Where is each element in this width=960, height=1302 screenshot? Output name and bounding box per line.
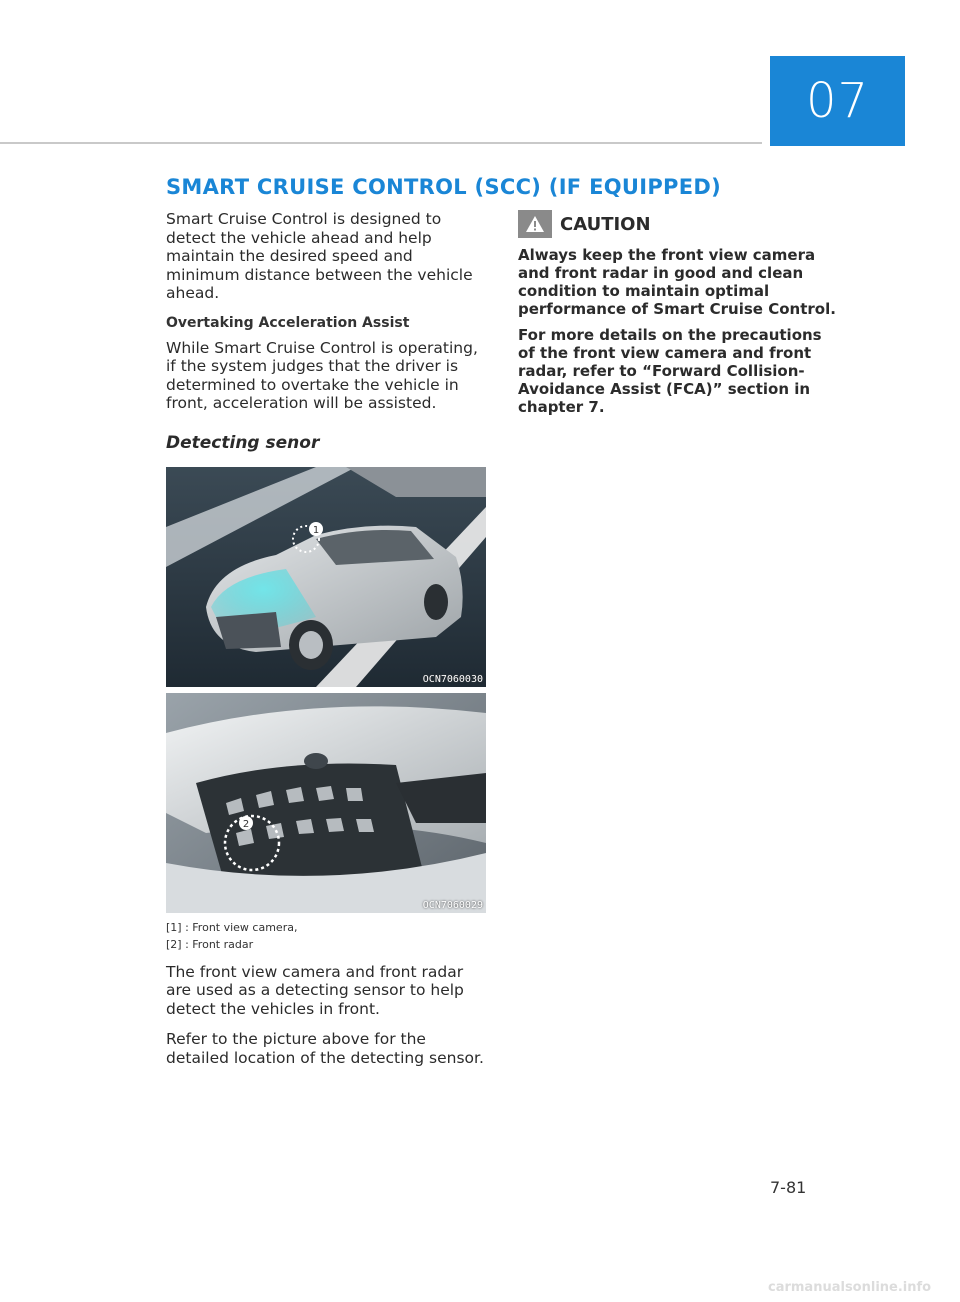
watermark: carmanualsonline.info [768, 1280, 932, 1295]
figure-caption [166, 919, 486, 953]
figure-front-camera [166, 467, 486, 687]
caution-box [518, 210, 838, 424]
sensor-paragraph: The front view camera and front radar are used as a detecting sensor to help detect the vehicles in front. [166, 962, 464, 1018]
figure1-code: OCN7060030 [422, 673, 483, 685]
caution-header [518, 210, 838, 238]
header-rule [0, 142, 762, 144]
overtaking-heading: Overtaking Acceleration Assist [166, 314, 410, 331]
figure-front-radar [166, 693, 486, 913]
caption-line-1: [1] : Front view camera, [166, 920, 298, 934]
page-number: 7-81 [770, 1178, 807, 1197]
left-column [166, 210, 486, 1079]
caution-text-2: For more details on the precautions of the front view camera and front radar, refer to “Forward Collision-Avoidance Assist (FCA)” section in chapter 7. [518, 326, 822, 416]
caution-title: CAUTION [560, 213, 651, 235]
intro-paragraph: Smart Cruise Control is designed to detect the vehicle ahead and help maintain the desired speed and minimum distance between the vehicle ahead. [166, 210, 473, 302]
overtaking-paragraph: While Smart Cruise Control is operating, if the system judges that the driver is determined to overtake the vehicle in front, acceleration will be assisted. [166, 338, 478, 412]
caption-line-2: [2] : Front radar [166, 937, 254, 951]
section-title: SMART CRUISE CONTROL (SCC) (IF EQUIPPED) [166, 175, 721, 199]
warning-triangle-icon [518, 210, 552, 238]
caution-text-1: Always keep the front view camera and front radar in good and clean condition to maintain optimal performance of Smart Cruise Control. [518, 246, 836, 318]
sensor-location-paragraph: Refer to the picture above for the detailed location of the detecting sensor. [166, 1030, 484, 1067]
car-radar-illustration [166, 693, 486, 913]
figure2-marker: 2 [242, 818, 250, 830]
detecting-heading: Detecting senor [166, 432, 320, 453]
car-camera-illustration [166, 467, 486, 687]
figure1-marker: 1 [312, 524, 320, 536]
figure2-code: OCN7060029 [422, 899, 483, 911]
chapter-tab: 07 [770, 56, 905, 146]
